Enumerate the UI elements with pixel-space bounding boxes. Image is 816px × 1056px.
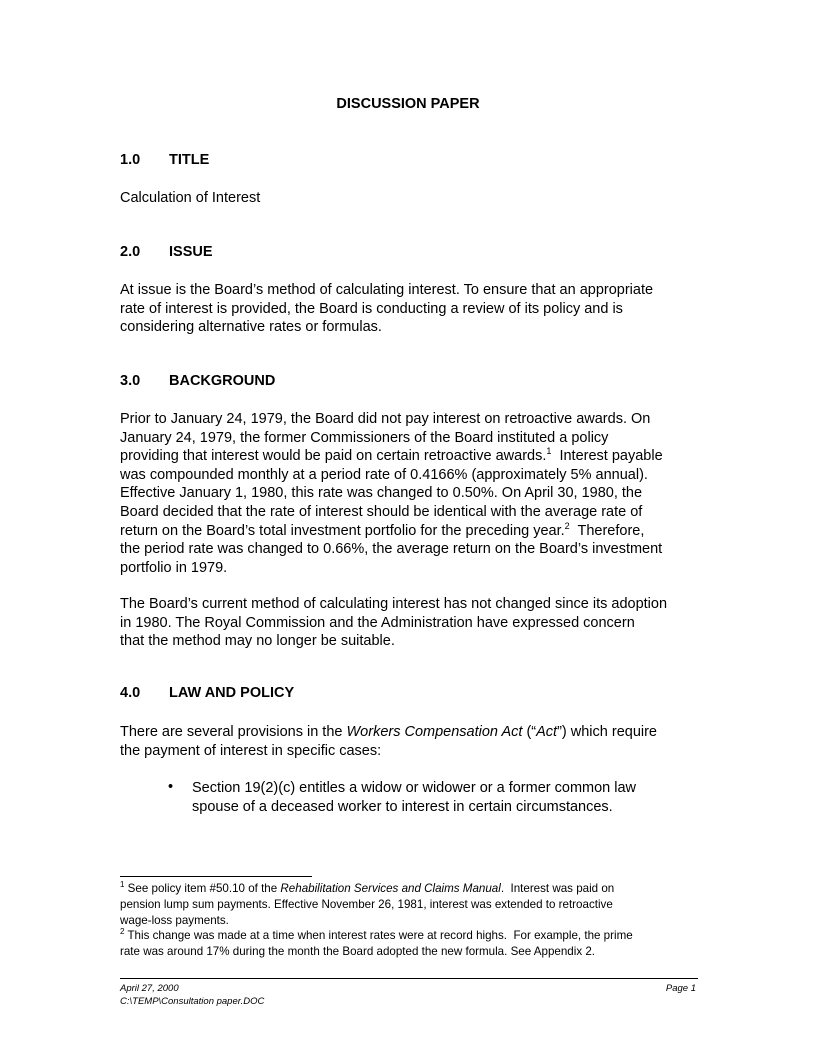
footnote-1-line: wage-loss payments. [120, 913, 229, 927]
document-title: DISCUSSION PAPER [336, 96, 480, 112]
issue-paragraph [120, 281, 700, 337]
act-name: Workers Compensation Act [346, 724, 523, 740]
text-line: the period rate was changed to 0.66%, the average return on the Board’s investment [120, 541, 663, 558]
section-number: 3.0 [120, 373, 141, 389]
text-line [120, 723, 700, 742]
text-line: the payment of interest in specific cases: [120, 742, 382, 759]
text-segment: This change was made at a time when interest rates were at record highs. For example, the prime [124, 929, 633, 943]
section-heading-text: ISSUE [169, 244, 213, 260]
text-line: in 1980. The Royal Commission and the Administration have expressed concern [120, 614, 635, 631]
text-line: Prior to January 24, 1979, the Board did not pay interest on retroactive awards. On [120, 411, 651, 427]
footer-separator [120, 978, 698, 979]
text-segment: (“ [522, 724, 537, 740]
text-line: Board decided that the rate of interest should be identical with the average rate of [120, 503, 643, 520]
footnote-reference-1[interactable]: 1 [546, 446, 552, 457]
title-text [120, 189, 700, 208]
section-heading-text: TITLE [169, 152, 210, 168]
text-line: spouse of a deceased worker to interest in certain circumstances. [192, 798, 613, 815]
section-heading-text: BACKGROUND [169, 373, 276, 389]
text-line: Calculation of Interest [120, 190, 261, 206]
footer-page-number: Page 1 [665, 983, 696, 994]
text-segment: Therefore, [569, 522, 645, 539]
text-line: considering alternative rates or formulas. [120, 319, 382, 336]
text-line: Effective January 1, 1980, this rate was changed to 0.50%. On April 30, 1980, the [120, 485, 643, 502]
law-policy-paragraph [120, 723, 700, 760]
section-number: 2.0 [120, 244, 141, 260]
text-segment: return on the Board’s total investment portfolio for the preceding year. [120, 522, 565, 539]
manual-name: Rehabilitation Services and Claims Manual [280, 882, 501, 895]
text-line [120, 447, 700, 466]
footnote-reference-2[interactable]: 2 [564, 520, 570, 531]
section-number: 4.0 [120, 685, 141, 701]
footnote-1-line: pension lump sum payments. Effective November 26, 1981, interest was extended to retroactive [120, 897, 613, 911]
background-paragraph-2 [120, 595, 700, 651]
footnote-2-line [120, 928, 700, 944]
text-line [120, 522, 700, 541]
text-segment: Interest payable [551, 448, 663, 465]
text-segment: providing that interest would be paid on certain retroactive awards. [120, 448, 547, 465]
text-segment: There are several provisions in the [120, 724, 347, 740]
text-line: The Board’s current method of calculating interest has not changed since its adoption [120, 596, 668, 612]
footnote-2-line: rate was around 17% during the month the Board adopted the new formula. See Appendix 2. [120, 945, 596, 959]
text-line: rate of interest is provided, the Board is conducting a review of its policy and is [120, 300, 623, 317]
bullet-icon: • [168, 779, 174, 795]
footnotes [120, 881, 700, 960]
footnote-1-line [120, 881, 700, 897]
background-paragraph-1 [120, 410, 700, 577]
text-line: At issue is the Board’s method of calculating interest. To ensure that an appropriate [120, 282, 654, 298]
footnote-mark: 2 [120, 927, 125, 937]
text-line: that the method may no longer be suitable. [120, 633, 395, 650]
text-line: January 24, 1979, the former Commissioners of the Board instituted a policy [120, 429, 609, 446]
footnote-mark: 1 [120, 880, 125, 890]
footnote-separator [120, 876, 312, 877]
text-segment: See policy item #50.10 of the [124, 882, 281, 895]
section-heading-text: LAW AND POLICY [169, 685, 295, 701]
text-line: portfolio in 1979. [120, 559, 228, 576]
text-segment: ”) which require [557, 724, 657, 740]
section-number: 1.0 [120, 152, 141, 168]
bullet-item [192, 779, 692, 816]
text-line: Section 19(2)(c) entitles a widow or widower or a former common law [192, 780, 637, 796]
act-short-name: Act [536, 724, 558, 740]
text-line: was compounded monthly at a period rate of 0.4166% (approximately 5% annual). [120, 466, 648, 483]
footer-file-path: C:\TEMP\Consultation paper.DOC [120, 996, 265, 1007]
footer-date: April 27, 2000 [120, 983, 179, 994]
text-segment: . Interest was paid on [500, 882, 615, 895]
